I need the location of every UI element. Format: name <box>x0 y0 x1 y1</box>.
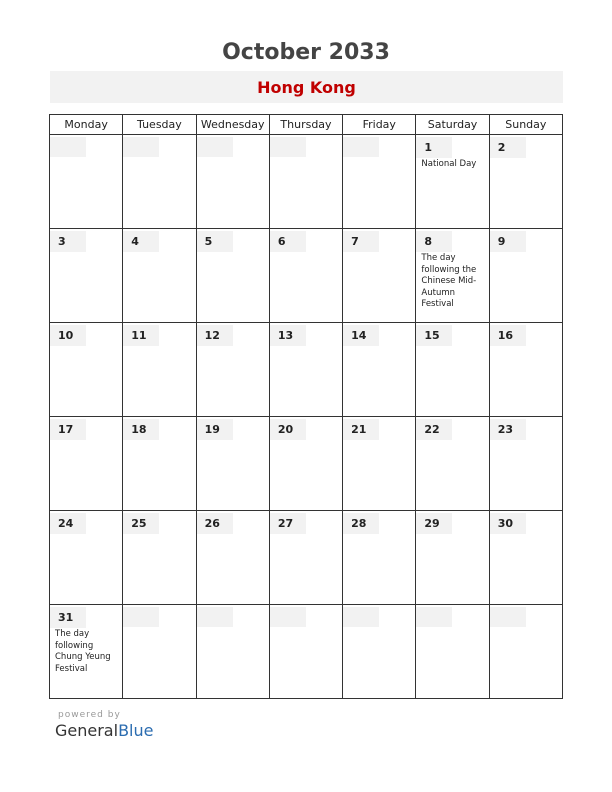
empty-day-cell <box>196 605 269 699</box>
day-cell <box>269 323 342 417</box>
day-cell <box>416 229 489 323</box>
empty-day-cell <box>50 135 123 229</box>
day-number: 29 <box>424 517 440 530</box>
day-number-box <box>343 325 379 346</box>
day-number: 22 <box>424 423 440 436</box>
day-cell <box>123 417 196 511</box>
day-number: 3 <box>58 235 66 248</box>
day-number: 30 <box>497 517 513 530</box>
weekday-header: Sunday <box>489 115 562 135</box>
day-number-box <box>270 137 306 157</box>
day-cell <box>123 511 196 605</box>
day-number-box <box>416 607 452 627</box>
day-number-box <box>197 137 233 157</box>
day-number-box <box>123 513 159 534</box>
day-cell <box>489 323 562 417</box>
day-cell <box>50 229 123 323</box>
day-number: 1 <box>424 141 433 154</box>
day-number-box <box>343 607 379 627</box>
day-number: 16 <box>497 329 513 342</box>
empty-day-cell <box>123 135 196 229</box>
page-title: October 2033 <box>222 40 390 65</box>
day-number-box <box>197 231 233 252</box>
day-number: 15 <box>424 329 440 342</box>
day-cell <box>489 229 562 323</box>
day-number-box <box>270 513 306 534</box>
empty-day-cell <box>123 605 196 699</box>
day-number-box <box>123 607 159 627</box>
day-cell <box>343 417 416 511</box>
empty-day-cell <box>343 135 416 229</box>
day-number: 31 <box>58 611 74 624</box>
day-number: 18 <box>131 423 147 436</box>
day-number: 20 <box>277 423 294 436</box>
region-banner <box>50 71 563 103</box>
day-number-box <box>123 325 159 346</box>
day-number-box <box>50 419 86 440</box>
day-number: 21 <box>351 423 367 436</box>
calendar-week-row <box>50 229 563 323</box>
day-number-box <box>490 607 526 627</box>
generalblue-logo[interactable] <box>55 721 153 740</box>
day-number-box <box>50 231 86 252</box>
day-number: 13 <box>277 329 294 342</box>
day-cell <box>343 323 416 417</box>
day-cell <box>196 417 269 511</box>
day-number-box <box>123 419 159 440</box>
day-number: 24 <box>58 517 74 530</box>
weekday-header: Wednesday <box>196 115 269 135</box>
holiday-label: National Day <box>421 159 477 169</box>
brand-general-text: General <box>55 721 119 740</box>
day-number-box <box>490 325 526 346</box>
powered-by-text: powered by <box>58 710 121 720</box>
day-cell <box>269 511 342 605</box>
day-cell <box>416 511 489 605</box>
weekday-header: Friday <box>343 115 416 135</box>
day-number-box <box>343 513 379 534</box>
empty-day-cell <box>343 605 416 699</box>
day-number: 6 <box>277 235 286 248</box>
day-cell <box>489 135 562 229</box>
day-number-box <box>197 325 233 346</box>
day-cell <box>489 511 562 605</box>
empty-day-cell <box>489 605 562 699</box>
day-cell <box>196 323 269 417</box>
day-number: 5 <box>204 235 213 248</box>
day-cell <box>50 323 123 417</box>
day-number-box <box>50 137 86 157</box>
day-number-box <box>343 231 379 252</box>
day-cell <box>50 605 123 699</box>
weekday-header: Tuesday <box>123 115 196 135</box>
weekday-header-row <box>50 115 563 135</box>
holiday-label: The day following Chung Yeung Festival <box>55 629 111 674</box>
day-number: 14 <box>351 329 367 342</box>
day-number: 8 <box>424 235 433 248</box>
region-label: Hong Kong <box>257 78 356 97</box>
day-number-box <box>270 231 306 252</box>
day-number: 4 <box>131 235 139 248</box>
day-cell <box>123 229 196 323</box>
day-number: 9 <box>497 235 506 248</box>
day-cell <box>269 229 342 323</box>
day-number-box <box>416 513 452 534</box>
day-number-box <box>197 607 233 627</box>
empty-day-cell <box>416 605 489 699</box>
day-cell <box>343 229 416 323</box>
day-number-box <box>270 607 306 627</box>
day-number-box <box>123 137 159 157</box>
day-cell <box>50 417 123 511</box>
empty-day-cell <box>269 135 342 229</box>
weekday-header: Thursday <box>269 115 342 135</box>
day-number-box <box>270 419 306 440</box>
calendar-week-row <box>50 417 563 511</box>
calendar-week-row <box>50 135 563 229</box>
day-number-box <box>416 137 452 158</box>
day-number-box <box>270 325 306 346</box>
day-cell <box>416 323 489 417</box>
holiday-label: The day following the Chinese Mid-Autumn Festival <box>421 253 477 309</box>
day-number: 12 <box>204 329 220 342</box>
day-number-box <box>490 513 526 534</box>
day-number-box <box>197 513 233 534</box>
empty-day-cell <box>269 605 342 699</box>
day-number-box <box>490 419 526 440</box>
day-cell <box>343 511 416 605</box>
day-number-box <box>416 231 452 252</box>
day-number-box <box>50 513 86 534</box>
calendar-week-row <box>50 605 563 699</box>
calendar-week-row <box>50 323 563 417</box>
day-cell <box>50 511 123 605</box>
calendar-week-row <box>50 511 563 605</box>
weekday-header: Monday <box>50 115 123 135</box>
day-number: 7 <box>351 235 359 248</box>
day-number: 19 <box>204 423 220 436</box>
day-number: 26 <box>204 517 220 530</box>
calendar-body <box>50 135 563 699</box>
day-number-box <box>416 325 452 346</box>
day-number-box <box>490 231 526 252</box>
day-number: 25 <box>131 517 147 530</box>
empty-day-cell <box>196 135 269 229</box>
brand-blue-text: Blue <box>118 721 154 740</box>
day-number-box <box>197 419 233 440</box>
day-number-box <box>123 231 159 252</box>
day-number: 28 <box>351 517 367 530</box>
day-number: 11 <box>131 329 147 342</box>
day-number-box <box>343 419 379 440</box>
day-cell <box>416 135 489 229</box>
day-number: 27 <box>277 517 294 530</box>
day-cell <box>196 511 269 605</box>
calendar-grid <box>49 114 563 699</box>
day-number-box <box>343 137 379 157</box>
day-cell <box>416 417 489 511</box>
day-cell <box>123 323 196 417</box>
weekday-header: Saturday <box>416 115 489 135</box>
day-number-box <box>490 137 526 158</box>
day-number-box <box>50 607 86 628</box>
day-cell <box>489 417 562 511</box>
day-number: 17 <box>58 423 74 436</box>
day-number: 10 <box>58 329 74 342</box>
day-number: 2 <box>497 141 506 154</box>
day-number-box <box>416 419 452 440</box>
day-number: 23 <box>497 423 513 436</box>
day-cell <box>196 229 269 323</box>
day-number-box <box>50 325 86 346</box>
day-cell <box>269 417 342 511</box>
